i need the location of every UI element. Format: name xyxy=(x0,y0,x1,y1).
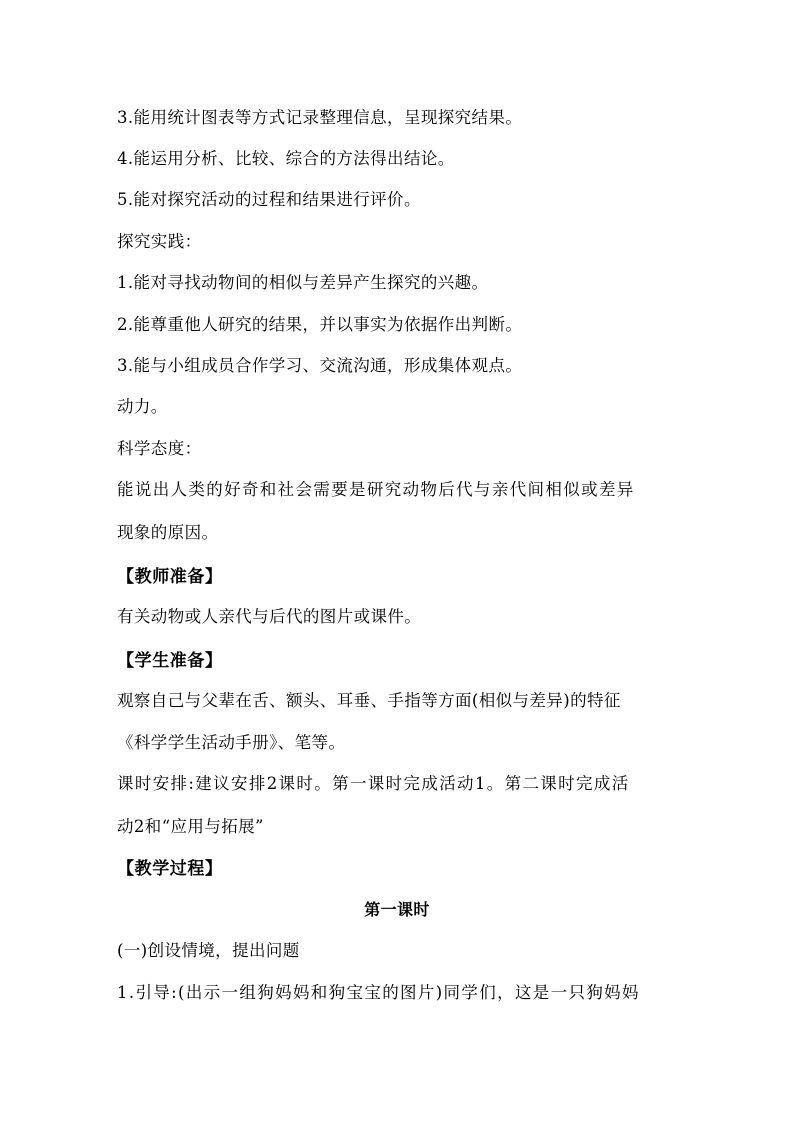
student-prep-heading: 【学生准备】 xyxy=(117,651,223,671)
teacher-prep-text: 有关动物或人亲代与后代的图片或课件。 xyxy=(117,607,422,626)
lesson-title: 第一课时 xyxy=(364,900,430,919)
objective-3-text: 3.能用统计图表等方式记录整理信息，呈现探究结果。 xyxy=(117,108,523,127)
process-heading: 【教学过程】 xyxy=(117,859,223,879)
schedule-line-2: 动2和“应用与拓展” xyxy=(117,817,264,836)
practice-1-text: 1.能对寻找动物间的相似与差异产生探究的兴趣。 xyxy=(117,273,489,292)
section-label-science-attitude: 科学态度： xyxy=(117,439,202,458)
attitude-text-line-1: 能说出人类的好奇和社会需要是研究动物后代与亲代间相似或差异 xyxy=(117,480,635,499)
process-step-1-text: 1.引导:(出示一组狗妈妈和狗宝宝的图片)同学们，这是一只狗妈妈 xyxy=(117,983,640,1002)
teacher-prep-heading: 【教师准备】 xyxy=(117,567,223,587)
student-prep-line-1: 观察自己与父辈在舌、额头、耳垂、手指等方面(相似与差异)的特征 xyxy=(117,691,621,710)
section-label-inquiry-practice: 探究实践： xyxy=(117,232,202,251)
process-step-title: (一)创设情境，提出问题 xyxy=(117,941,300,960)
objective-5-text: 5.能对探究活动的过程和结果进行评价。 xyxy=(117,190,421,209)
practice-3-text: 3.能与小组成员合作学习、交流沟通，形成集体观点。 xyxy=(117,356,523,375)
student-prep-line-2: 《科学学生活动手册》、笔等。 xyxy=(117,733,346,752)
objective-4-text: 4.能运用分析、比较、综合的方法得出结论。 xyxy=(117,149,455,168)
fragment-text: 动力。 xyxy=(117,397,168,416)
schedule-line-1: 课时安排:建议安排2课时。第一课时完成活动1。第二课时完成活 xyxy=(117,774,630,793)
practice-2-text: 2.能尊重他人研究的结果，并以事实为依据作出判断。 xyxy=(117,315,523,334)
attitude-text-line-2: 现象的原因。 xyxy=(117,523,219,542)
